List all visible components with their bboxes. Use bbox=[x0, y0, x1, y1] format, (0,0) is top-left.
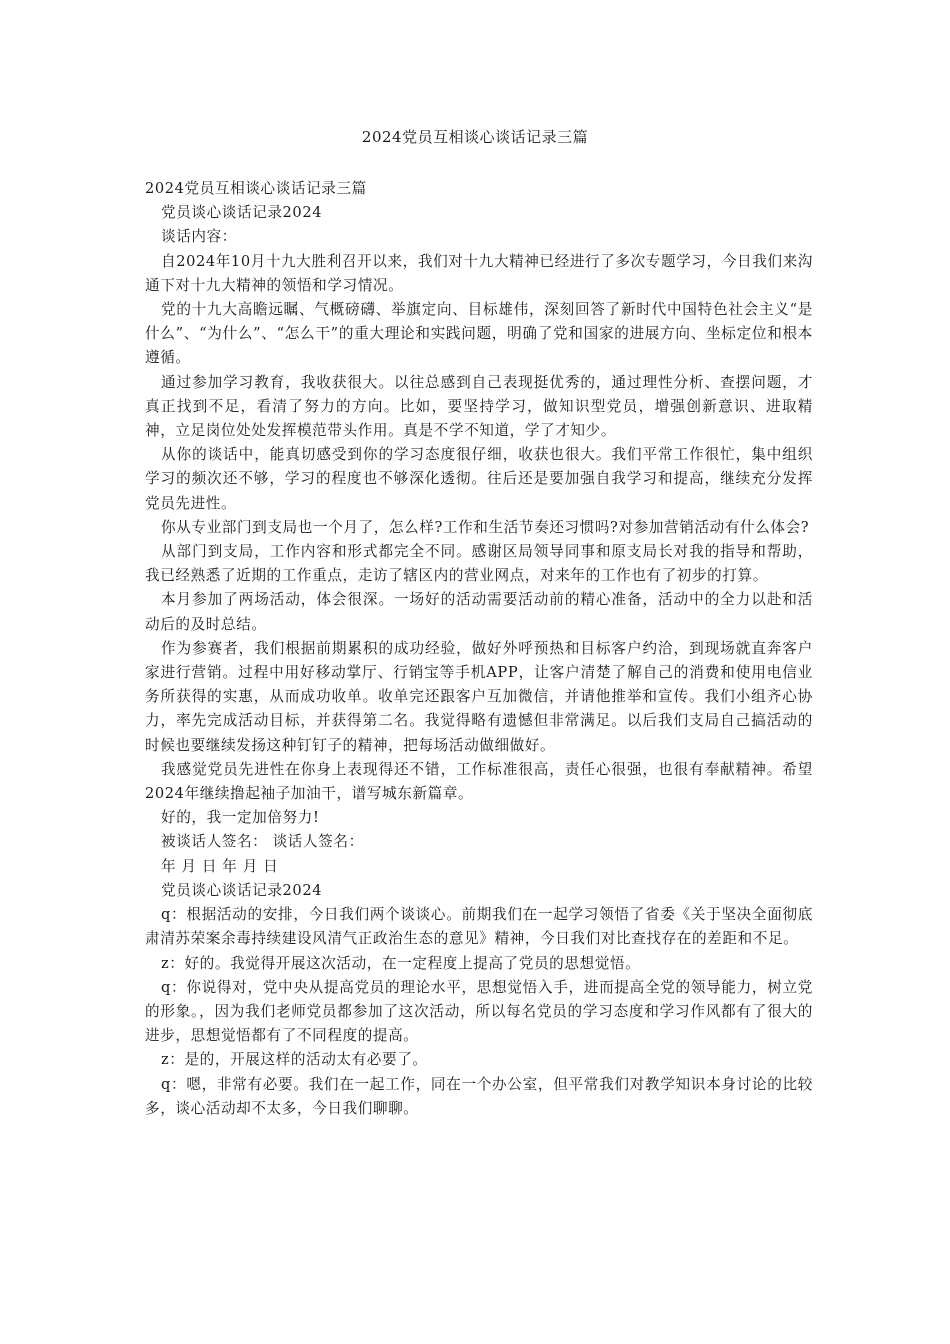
paragraph: 从你的谈话中，能真切感受到你的学习态度很仔细，收获也很大。我们平常工作很忙，集中组织学习的频次还不够，学习的程度也不够深化透彻。往后还是要加强自我学习和提高，继续充分发挥党员先进性。 bbox=[145, 446, 813, 512]
paragraph: 自2024年10月十九大胜利召开以来，我们对十九大精神已经进行了多次专题学习，今日我们来沟通下对十九大精神的领悟和学习情况。 bbox=[145, 252, 813, 294]
paragraph: 好的，我一定加倍努力! bbox=[161, 809, 320, 827]
paragraph: 党员谈心谈话记录2024 bbox=[161, 881, 323, 899]
paragraph: q：你说得对，党中央从提高党员的理论水平，思想觉悟入手，进而提高全党的领导能力，树立党的形象。，因为我们老师党员都参加了这次活动，所以每名党员的学习态度和学习作风都有了很大的进步，思想觉悟都有了不同程度的提高。 bbox=[145, 978, 813, 1045]
paragraph: 从部门到支局，工作内容和形式都完全不同。感谢区局领导同事和原支局长对我的指导和帮助，我已经熟悉了近期的工作重点，走访了辖区内的营业网点，对来年的工作也有了初步的打算。 bbox=[145, 543, 813, 585]
paragraph: 党员谈心谈话记录2024 bbox=[161, 204, 323, 222]
paragraph: 你从专业部门到支局也一个月了，怎么样?工作和生活节奏还习惯吗?对参加营销活动有什么体会? bbox=[161, 518, 810, 536]
paragraph: 2024党员互相谈心谈话记录三篇 bbox=[145, 180, 367, 197]
paragraph: z：好的。我觉得开展这次活动，在一定程度上提高了党员的思想觉悟。 bbox=[161, 954, 641, 972]
paragraph: z：是的，开展这样的活动太有必要了。 bbox=[161, 1051, 428, 1069]
document-body bbox=[145, 177, 813, 1121]
paragraph: 通过参加学习教育，我收获很大。以往总感到自己表现挺优秀的，通过理性分析、查摆问题，才真正找到不足，看清了努力的方向。比如，要坚持学习，做知识型党员，增强创新意识、进取精神，立足岗位处处发挥模范带头作用。真是不学不知道，学了才知少。 bbox=[145, 373, 813, 440]
paragraph: 年 月 日 年 月 日 bbox=[161, 857, 279, 875]
paragraph: q：根据活动的安排，今日我们两个谈谈心。前期我们在一起学习领悟了省委《关于坚决全面彻底肃清苏荣案余毒持续建设风清气正政治生态的意见》精神，今日我们对比查找存在的差距和不足。 bbox=[145, 906, 813, 948]
paragraph: 党的十九大高瞻远瞩、气概磅礴、举旗定向、目标雄伟，深刻回答了新时代中国特色社会主义“是什么”、“为什么”、“怎么干”的重大理论和实践问题，明确了党和国家的进展方向、坐标定位和根本遵循。 bbox=[145, 301, 813, 367]
paragraph: 我感觉党员先进性在你身上表现得还不错，工作标准很高，责任心很强，也很有奉献精神。希望2024年继续撸起袖子加油干，谱写城东新篇章。 bbox=[145, 760, 813, 803]
paragraph: 本月参加了两场活动，体会很深。一场好的活动需要活动前的精心准备，活动中的全力以赴和活动后的及时总结。 bbox=[145, 591, 813, 633]
document-title: 2024党员互相谈心谈话记录三篇 bbox=[361, 128, 589, 146]
paragraph: q：嗯，非常有必要。我们在一起工作，同在一个办公室，但平常我们对教学知识本身讨论的比较多，谈心活动却不太多，今日我们聊聊。 bbox=[145, 1075, 813, 1117]
paragraph: 被谈话人签名： 谈话人签名： bbox=[161, 833, 364, 851]
paragraph: 谈话内容： bbox=[161, 228, 237, 246]
paragraph: 作为参赛者，我们根据前期累积的成功经验，做好外呼预热和目标客户约洽，到现场就直奔客户家进行营销。过程中用好移动掌厅、行销宝等手机APP，让客户清楚了解自己的消费和使用电信业务所获得的实惠，从而成功收单。收单完还跟客户互加微信，并请他推举和宣传。我们小组齐心协力，率先完成活动目标，并获得第二名。我觉得略有遗憾但非常满足。以后我们支局自己搞活动的时候也要继续发扬这种钉钉子的精神，把每场活动做细做好。 bbox=[145, 639, 813, 754]
